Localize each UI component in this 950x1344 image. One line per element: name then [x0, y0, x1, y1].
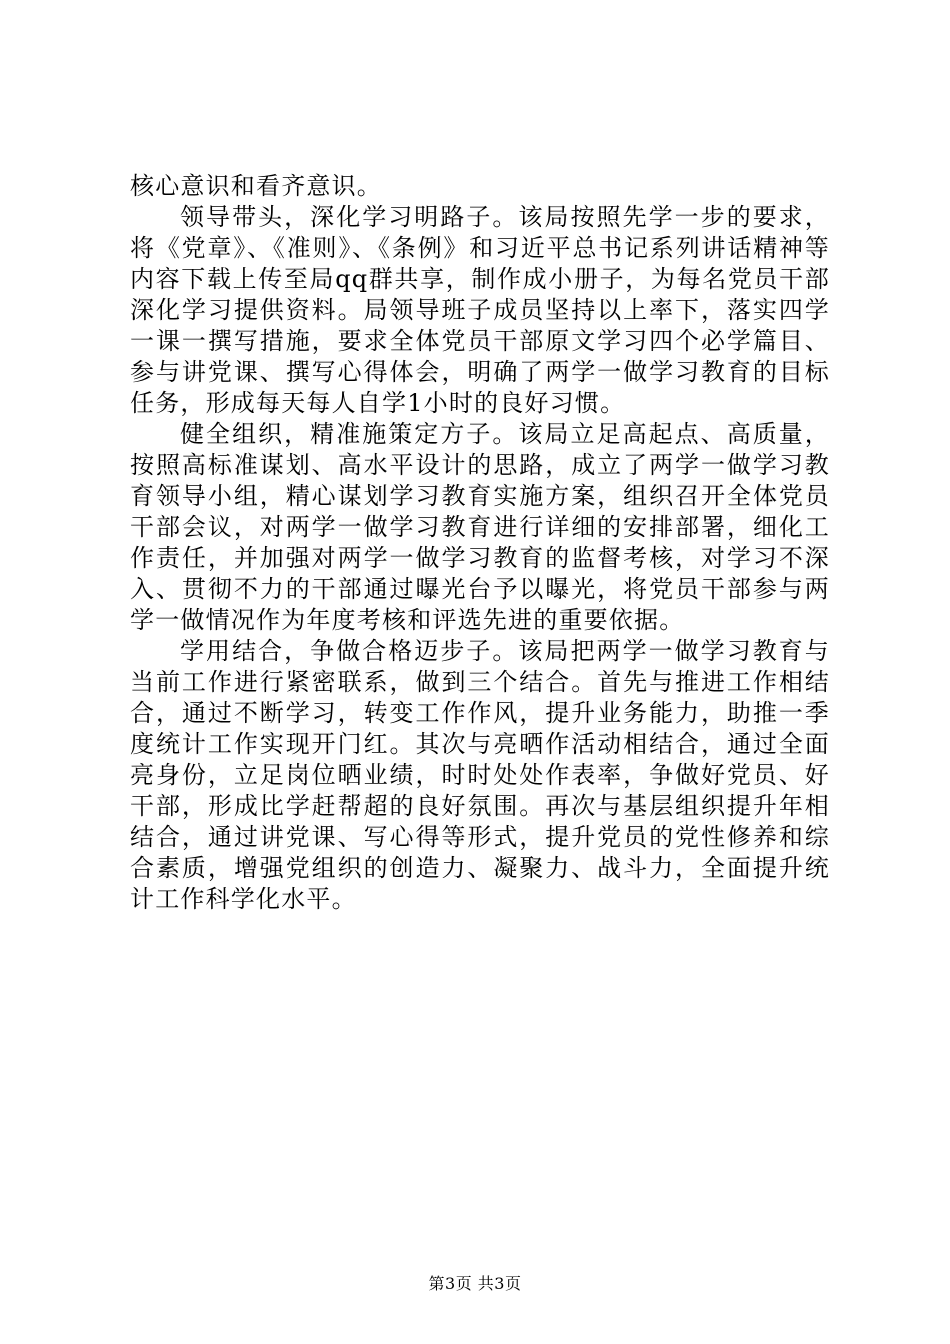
paragraph-leadership: 领导带头，深化学习明路子。该局按照先学一步的要求，将《党章》、《准则》、《条例》和习近平总书记系列讲话精神等内容下载上传至局qq群共享，制作成小册子，为每名党员干部深化学习提供资料。局领导班子成员坚持以上率下，落实四学一课一撰写措施，要求全体党员干部原文学习四个必学篇目、参与讲党课、撰写心得体会，明确了两学一做学习教育的目标任务，形成每天每人自学1小时的良好习惯。: [130, 203, 830, 417]
document-body: [130, 171, 830, 915]
paragraph-organization: 健全组织，精准施策定方子。该局立足高起点、高质量，按照高标准谋划、高水平设计的思路，成立了两学一做学习教育领导小组，精心谋划学习教育实施方案，组织召开全体党员干部会议，对两学一做学习教育进行详细的安排部署，细化工作责任，并加强对两学一做学习教育的监督考核，对学习不深入、贯彻不力的干部通过曝光台予以曝光，将党员干部参与两学一做情况作为年度考核和评选先进的重要依据。: [130, 420, 830, 634]
page-number-footer: 第3页 共3页: [428, 1274, 522, 1293]
paragraph-continuation: 核心意识和看齐意识。: [130, 172, 382, 200]
paragraph-application: 学用结合，争做合格迈步子。该局把两学一做学习教育与当前工作进行紧密联系，做到三个结合。首先与推进工作相结合，通过不断学习，转变工作作风，提升业务能力，助推一季度统计工作实现开门红。其次与亮晒作活动相结合，通过全面亮身份，立足岗位晒业绩，时时处处作表率，争做好党员、好干部，形成比学赶帮超的良好氛围。再次与基层组织提升年相结合，通过讲党课、写心得等形式，提升党员的党性修养和综合素质，增强党组织的创造力、凝聚力、战斗力，全面提升统计工作科学化水平。: [130, 637, 830, 913]
